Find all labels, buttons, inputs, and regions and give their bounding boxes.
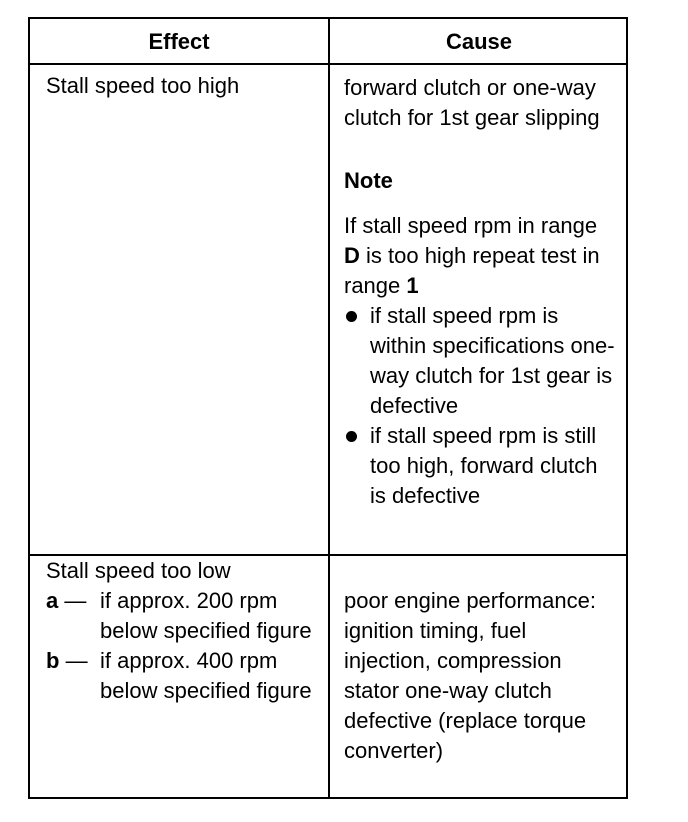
condition-text: if approx. 200 rpm below specified figure bbox=[100, 588, 312, 643]
condition-letter: a bbox=[46, 588, 59, 613]
condition-dash: — bbox=[58, 588, 87, 613]
cause-b: stator one-way clutch defective (replace torque converter) bbox=[344, 678, 587, 763]
note-range-1: 1 bbox=[406, 273, 419, 298]
note-intro-part2: is too high repeat test in range bbox=[344, 243, 600, 298]
note-intro bbox=[344, 211, 619, 301]
note-bullet-text: if stall speed rpm is within specifications one-way clutch for 1st gear is defective bbox=[370, 303, 615, 418]
bullet-dot-icon bbox=[346, 431, 357, 442]
condition-letter: b bbox=[46, 648, 60, 673]
row1-cause bbox=[344, 73, 619, 511]
row2-effect bbox=[46, 556, 322, 706]
note-bullet bbox=[344, 301, 619, 421]
note-bullet-text: if stall speed rpm is still too high, forward clutch is defective bbox=[370, 423, 598, 508]
condition-dash: — bbox=[59, 648, 88, 673]
row2-effect-title: Stall speed too low bbox=[46, 558, 231, 583]
header-cause: Cause bbox=[445, 29, 513, 54]
header-divider bbox=[30, 63, 626, 65]
condition-b bbox=[46, 646, 322, 706]
column-divider bbox=[328, 19, 330, 797]
note-bullet bbox=[344, 421, 619, 511]
note-intro-part1: If stall speed rpm in range bbox=[344, 213, 598, 238]
condition-label bbox=[46, 586, 86, 616]
note-range-d: D bbox=[344, 243, 360, 268]
condition-text: if approx. 400 rpm below specified figure bbox=[100, 648, 312, 703]
diagnosis-table bbox=[28, 17, 628, 799]
row2-cause bbox=[344, 586, 619, 766]
note-bullet-list bbox=[344, 301, 619, 511]
cause-a: poor engine performance: ignition timing, fuel injection, compression bbox=[344, 588, 596, 673]
row1-cause-text: forward clutch or one-way clutch for 1st gear slipping bbox=[344, 75, 600, 130]
condition-a bbox=[46, 586, 322, 646]
row1-effect: Stall speed too high bbox=[46, 73, 240, 98]
header-effect: Effect bbox=[148, 29, 210, 54]
note-title: Note bbox=[344, 168, 393, 193]
bullet-dot-icon bbox=[346, 311, 357, 322]
condition-label bbox=[46, 646, 88, 676]
